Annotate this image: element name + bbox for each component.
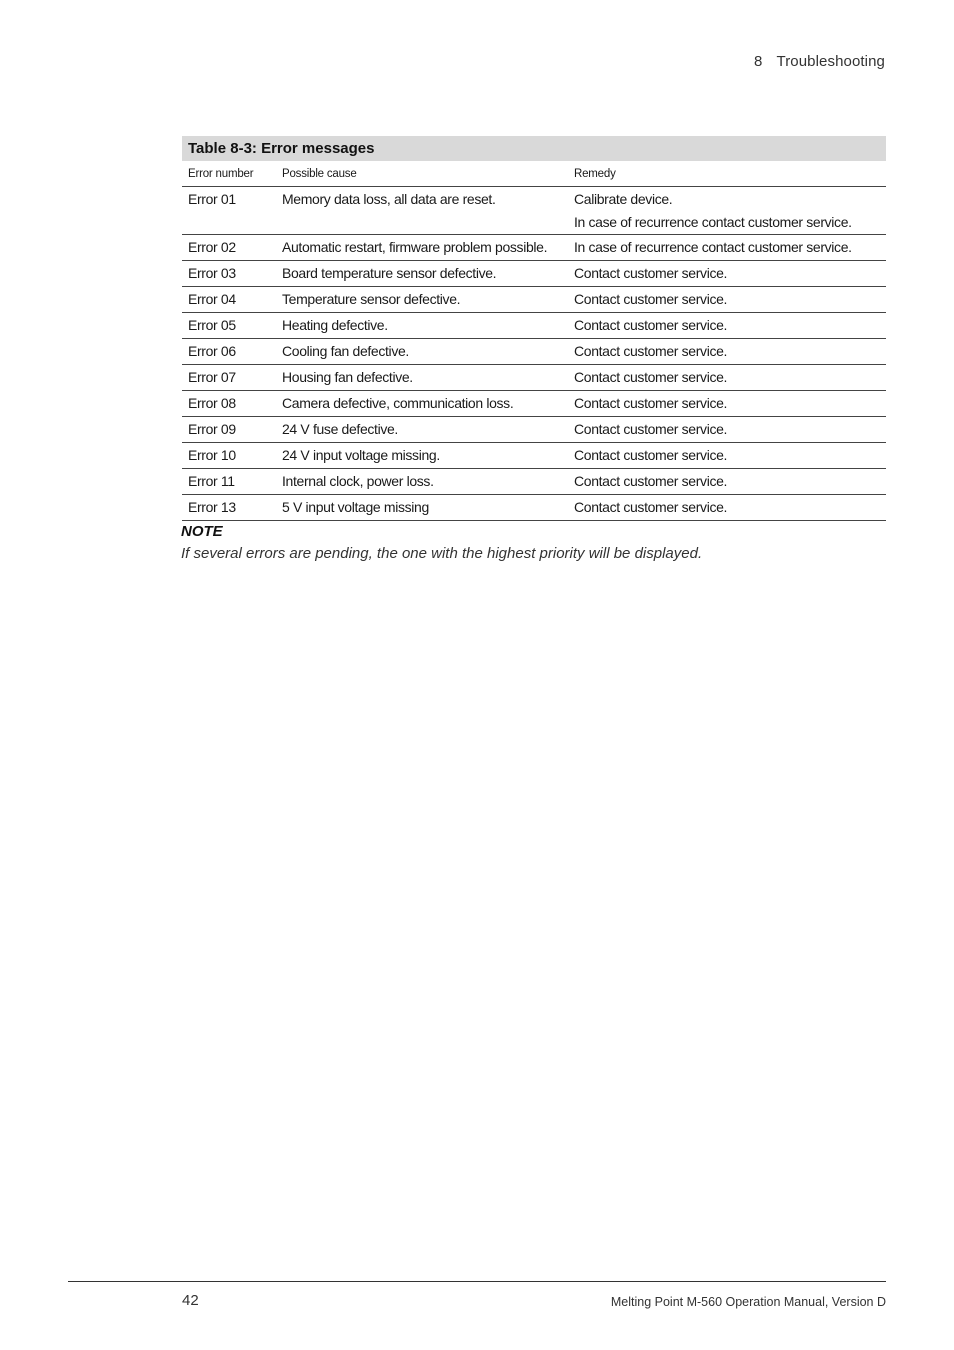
remedy-cell (568, 417, 886, 443)
running-header (754, 53, 885, 70)
error-number-cell: Error 09 (182, 417, 276, 443)
remedy-cell (568, 261, 886, 287)
possible-cause-cell: Temperature sensor defective. (276, 287, 568, 313)
note-title: NOTE (181, 523, 223, 540)
remedy-line: Contact customer service. (574, 499, 728, 515)
remedy-line: Contact customer service. (574, 265, 728, 281)
possible-cause-cell: Internal clock, power loss. (276, 469, 568, 495)
remedy-line: Contact customer service. (574, 395, 728, 411)
remedy-line: Contact customer service. (574, 343, 728, 359)
error-number-cell: Error 01 (182, 187, 276, 235)
error-number-cell: Error 08 (182, 391, 276, 417)
table-row (182, 417, 886, 443)
error-number-cell: Error 04 (182, 287, 276, 313)
remedy-line: Contact customer service. (574, 473, 728, 489)
remedy-cell (568, 235, 886, 261)
column-header-error-number: Error number (182, 161, 276, 187)
chapter-number: 8 (754, 53, 763, 70)
possible-cause-cell: Heating defective. (276, 313, 568, 339)
remedy-line: Contact customer service. (574, 447, 728, 463)
table-row (182, 391, 886, 417)
error-number-cell: Error 06 (182, 339, 276, 365)
possible-cause-cell: Cooling fan defective. (276, 339, 568, 365)
error-table (182, 161, 886, 521)
remedy-cell (568, 469, 886, 495)
remedy-line: Contact customer service. (574, 317, 728, 333)
error-number-cell: Error 11 (182, 469, 276, 495)
error-number-cell: Error 13 (182, 495, 276, 521)
note-block (181, 523, 702, 562)
note-text: If several errors are pending, the one with the highest priority will be displayed. (181, 545, 703, 562)
remedy-cell (568, 313, 886, 339)
remedy-line: Calibrate device. (574, 191, 673, 207)
table-row (182, 495, 886, 521)
remedy-line: Contact customer service. (574, 369, 728, 385)
error-number-cell: Error 02 (182, 235, 276, 261)
error-number-cell: Error 07 (182, 365, 276, 391)
table-body (182, 187, 886, 521)
column-header-remedy: Remedy (568, 161, 886, 187)
column-header-possible-cause: Possible cause (276, 161, 568, 187)
table-title: Table 8-3: Error messages (182, 136, 886, 161)
remedy-line: Contact customer service. (574, 291, 728, 307)
footer-divider (68, 1281, 886, 1282)
table-row (182, 187, 886, 235)
page-number: 42 (182, 1292, 199, 1309)
error-number-cell: Error 05 (182, 313, 276, 339)
remedy-cell (568, 443, 886, 469)
remedy-cell (568, 187, 886, 235)
table-row (182, 235, 886, 261)
remedy-line: In case of recurrence contact customer service. (574, 239, 852, 255)
error-number-cell: Error 03 (182, 261, 276, 287)
possible-cause-cell: 5 V input voltage missing (276, 495, 568, 521)
table-row (182, 469, 886, 495)
possible-cause-cell: Automatic restart, firmware problem possible. (276, 235, 568, 261)
error-number-cell: Error 10 (182, 443, 276, 469)
table-row (182, 339, 886, 365)
remedy-cell (568, 287, 886, 313)
table-header-row (182, 161, 886, 187)
remedy-cell (568, 495, 886, 521)
possible-cause-cell: Memory data loss, all data are reset. (276, 187, 568, 235)
possible-cause-cell: 24 V fuse defective. (276, 417, 568, 443)
remedy-cell (568, 339, 886, 365)
remedy-cell (568, 391, 886, 417)
footer-document-title: Melting Point M-560 Operation Manual, Version D (610, 1295, 886, 1309)
possible-cause-cell: Housing fan defective. (276, 365, 568, 391)
table-row (182, 443, 886, 469)
table-row (182, 287, 886, 313)
remedy-line: In case of recurrence contact customer service. (574, 214, 852, 230)
table-row (182, 313, 886, 339)
remedy-line: Contact customer service. (574, 421, 728, 437)
table-row (182, 365, 886, 391)
possible-cause-cell: Board temperature sensor defective. (276, 261, 568, 287)
table-row (182, 261, 886, 287)
error-messages-table (182, 136, 886, 521)
remedy-cell (568, 365, 886, 391)
possible-cause-cell: Camera defective, communication loss. (276, 391, 568, 417)
possible-cause-cell: 24 V input voltage missing. (276, 443, 568, 469)
chapter-title: Troubleshooting (776, 53, 885, 70)
